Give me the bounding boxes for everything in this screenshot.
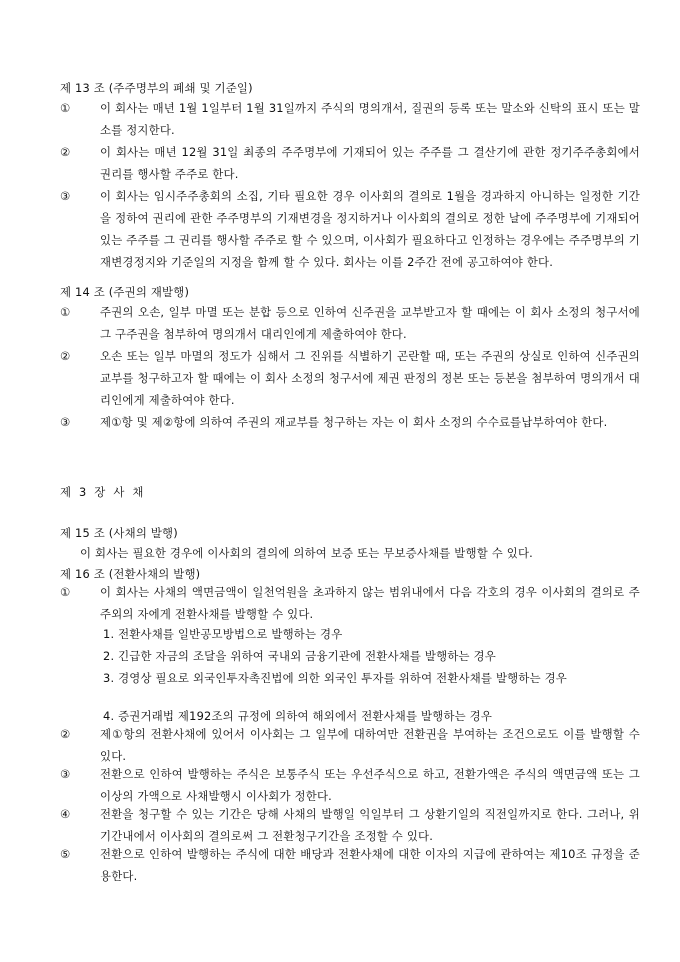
article-14-item-2 [60, 345, 640, 411]
article-13-item-3 [60, 185, 640, 273]
article-15-body: 이 회사는 필요한 경우에 이사회의 결의에 의하여 보증 또는 무보증사채를 발행할 수 있다. [80, 546, 533, 560]
chapter-3-heading: 제 3 장 사 채 [60, 485, 144, 499]
item-text: 전환으로 인하여 발행하는 주식에 대한 배당과 전환사채에 대한 이자의 지급에 관하여는 제10조 규정을 준용한다. [100, 847, 640, 883]
article-14-title: 제 14 조 (주권의 재발행) [60, 285, 190, 299]
article-13-item-1 [60, 97, 640, 141]
article-16-item-1 [60, 581, 640, 625]
item-text: 제①항 및 제②항에 의하여 주권의 재교부를 청구하는 자는 이 회사 소정의 수수료를납부하여야 한다. [100, 415, 608, 429]
article-13-title: 제 13 조 (주주명부의 폐쇄 및 기준일) [60, 81, 253, 95]
item-text: 제①항의 전환사채에 있어서 이사회는 그 일부에 대하여만 전환권을 부여하는 조건으로도 이를 발행할 수 있다. [100, 727, 640, 763]
article-16-item-2 [60, 723, 640, 767]
item-marker: ⑤ [60, 847, 71, 861]
item-marker: ② [60, 145, 71, 159]
item-marker: ① [60, 585, 71, 599]
item-text: 전환을 청구할 수 있는 기간은 당해 사채의 발행일 익일부터 그 상환기일의 직전일까지로 한다. 그러나, 위 기간내에서 이사회의 결의로써 그 전환청구기간을 조정할 수 있다. [100, 807, 640, 843]
article-16-item-3 [60, 763, 640, 807]
item-marker: ① [60, 305, 71, 319]
article-16-subitem-1: 1. 전환사채를 일반공모방법으로 발행하는 경우 [103, 627, 343, 641]
item-marker: ③ [60, 415, 71, 429]
article-14-item-1 [60, 301, 640, 345]
item-marker: ① [60, 101, 71, 115]
item-text: 이 회사는 사채의 액면금액이 일천억원을 초과하지 않는 범위내에서 다음 각호의 경우 이사회의 결의로 주주외의 자에게 전환사채를 발행할 수 있다. [100, 585, 640, 621]
item-marker: ③ [60, 767, 71, 781]
item-text: 오손 또는 일부 마멸의 정도가 심해서 그 진위를 식별하기 곤란할 때, 또는 주권의 상실로 인하여 신주권의 교부를 청구하고자 할 때에는 이 회사 소정의 청구서에 제권 판정의 정본 또는 등본을 첨부하여 명의개서 대리인에게 제출하여야 한다. [100, 349, 640, 407]
item-marker: ② [60, 349, 71, 363]
article-16-title: 제 16 조 (전환사채의 발행) [60, 567, 201, 581]
article-16-subitem-3: 3. 경영상 필요로 외국인투자촉진법에 의한 외국인 투자를 위하여 전환사채를 발행하는 경우 [103, 671, 568, 685]
article-16-item-5 [60, 843, 640, 887]
article-15-title: 제 15 조 (사채의 발행) [60, 526, 178, 540]
item-marker: ② [60, 727, 71, 741]
item-text: 전환으로 인하여 발행하는 주식은 보통주식 또는 우선주식으로 하고, 전환가액은 주식의 액면금액 또는 그 이상의 가액으로 사채발행시 이사회가 정한다. [100, 767, 640, 803]
article-16-subitem-2: 2. 긴급한 자금의 조달을 위하여 국내외 금융기관에 전환사채를 발행하는 경우 [103, 649, 496, 663]
item-marker: ④ [60, 807, 71, 821]
item-text: 이 회사는 매년 12월 31일 최종의 주주명부에 기재되어 있는 주주를 그 결산기에 관한 정기주주총회에서 권리를 행사할 주주로 한다. [100, 145, 640, 181]
article-14-item-3 [60, 411, 640, 433]
article-16-subitem-4: 4. 증권거래법 제192조의 규정에 의하여 해외에서 전환사채를 발행하는 경우 [103, 709, 493, 723]
article-16-item-4 [60, 803, 640, 847]
item-text: 주권의 오손, 일부 마멸 또는 분합 등으로 인하여 신주권을 교부받고자 할 때에는 이 회사 소정의 청구서에 그 구주권을 첨부하여 명의개서 대리인에게 제출하여야 한다. [100, 305, 640, 341]
item-marker: ③ [60, 189, 71, 203]
article-13-item-2 [60, 141, 640, 185]
item-text: 이 회사는 임시주주총회의 소집, 기타 필요한 경우 이사회의 결의로 1월을 경과하지 아니하는 일정한 기간을 정하여 권리에 관한 주주명부의 기재변경을 정지하거나 이사회의 결의로 정한 날에 주주명부에 기재되어 있는 주주를 그 권리를 행사할 주주로 할 수 있으며, 이사회가 필요하다고 인정하는 경우에는 주주명부의 기재변경정지와 기준일의 지정을 함께 할 수 있다. 회사는 이를 2주간 전에 공고하여야 한다. [100, 189, 640, 269]
item-text: 이 회사는 매년 1월 1일부터 1월 31일까지 주식의 명의개서, 질권의 등록 또는 말소와 신탁의 표시 또는 말소를 정지한다. [100, 101, 640, 137]
